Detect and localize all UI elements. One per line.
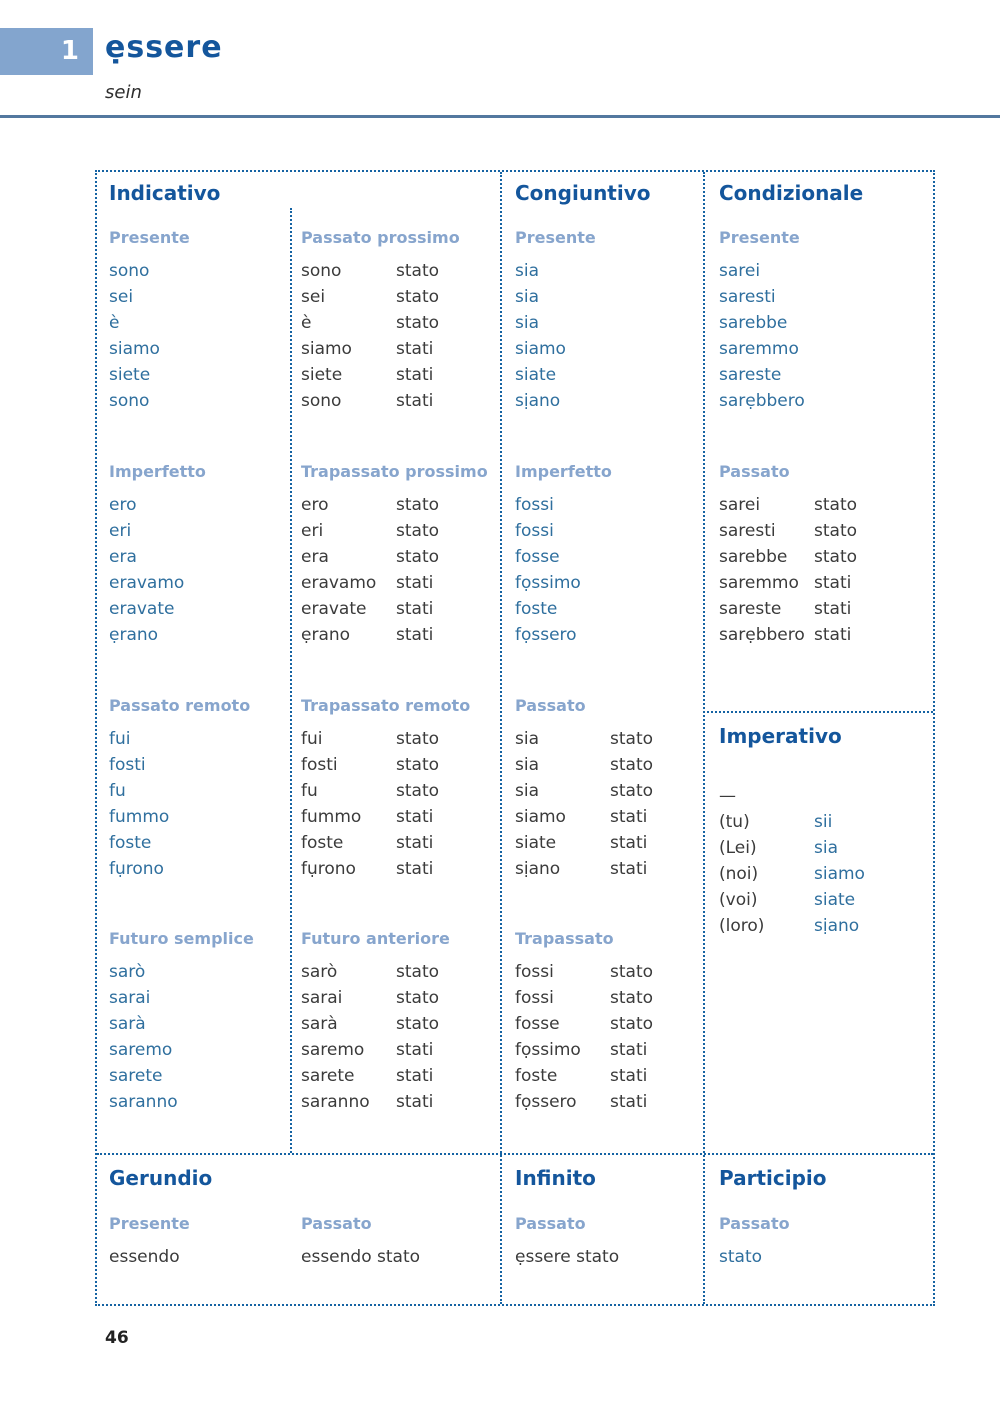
verb-form: saresti [719, 287, 776, 307]
forms-list [109, 726, 289, 882]
forms-list [301, 959, 497, 1115]
verb-form-compound: saremmo stati [719, 573, 852, 593]
forms-list [109, 258, 289, 414]
page-number: 46 [105, 1328, 129, 1348]
verb-form-compound: sarei stato [719, 495, 858, 515]
verb-form: fosse [515, 547, 560, 567]
forms-list [109, 959, 289, 1115]
tense-block-futuro-semplice [109, 927, 289, 1115]
verb-form: sarete [109, 1066, 163, 1086]
verb-form: foste [515, 599, 558, 619]
verb-form: siamo [109, 339, 160, 359]
header-rule [0, 115, 1000, 118]
forms-list [515, 959, 701, 1115]
indicativo-inner-divider [290, 208, 292, 1153]
verb-form: sia [515, 287, 539, 307]
verb-form-compound: fọssero stati [515, 1092, 648, 1112]
verb-form: foste [109, 833, 152, 853]
tense-label: Presente [719, 228, 800, 247]
verb-form-compound: siamo stati [515, 807, 648, 827]
forms-list [301, 492, 497, 648]
tense-block-cong-presente [515, 226, 701, 414]
verb-form: eri [109, 521, 132, 541]
imperative-row: (Lei) sia [719, 838, 838, 858]
verb-form-compound: fui stato [301, 729, 440, 749]
verb-form: saranno [109, 1092, 178, 1112]
verb-form-compound: era stato [301, 547, 440, 567]
forms-list [301, 726, 497, 882]
verb-form: sono [109, 261, 150, 281]
verb-translation: sein [105, 82, 142, 103]
forms-list [515, 726, 701, 882]
verb-form-compound: siamo stati [301, 339, 434, 359]
verb-form: fụrono [109, 859, 164, 879]
tense-label: Passato remoto [109, 696, 251, 715]
tense-block-cong-imperfetto [515, 460, 701, 648]
tense-label: Presente [515, 228, 596, 247]
verb-form-compound: saresti stato [719, 521, 858, 541]
verb-form-compound: fummo stati [301, 807, 434, 827]
verb-form-compound: sarai stato [301, 988, 440, 1008]
forms-list [719, 492, 931, 648]
verb-form: sareste [719, 365, 782, 385]
verb-form-compound: sia stato [515, 729, 654, 749]
forms-list [301, 258, 497, 414]
verb-form-compound: sarà stato [301, 1014, 440, 1034]
verb-form: essendo [109, 1247, 180, 1267]
verb-form: siate [515, 365, 557, 385]
verb-form-compound: fọssimo stati [515, 1040, 648, 1060]
tense-label: Presente [109, 228, 190, 247]
verb-form-compound: sei stato [301, 287, 440, 307]
verb-form-compound: fụrono stati [301, 859, 434, 879]
verb-form: fu [109, 781, 126, 801]
mood-heading-congiuntivo: Congiuntivo [515, 181, 651, 205]
tense-label: Imperfetto [515, 462, 612, 481]
forms-list [109, 492, 289, 648]
verb-form: sịano [515, 391, 561, 411]
verb-form: ero [109, 495, 137, 515]
forms-list [515, 492, 701, 648]
verb-form: stato [719, 1247, 763, 1267]
verb-form-compound: sia stato [515, 781, 654, 801]
verb-form-compound: è stato [301, 313, 440, 333]
tense-label: Imperfetto [109, 462, 206, 481]
mood-heading-condizionale: Condizionale [719, 181, 864, 205]
forms-list [515, 258, 701, 414]
verb-form: eravamo [109, 573, 185, 593]
verb-form-compound: saranno stati [301, 1092, 434, 1112]
verb-form-compound: fossi stato [515, 962, 654, 982]
tense-label: Futuro semplice [109, 929, 254, 948]
tense-block-imperfetto [109, 460, 289, 648]
verb-form-compound: siate stati [515, 833, 648, 853]
tense-block-presente [109, 226, 289, 414]
verb-form-compound: siete stati [301, 365, 434, 385]
verb-form: fosti [109, 755, 146, 775]
column-divider [703, 172, 705, 1304]
verb-form: fọssimo [515, 573, 581, 593]
verb-form-compound: saremo stati [301, 1040, 434, 1060]
verb-form: sarẹbbero [719, 391, 805, 411]
verb-form-compound: sareste stati [719, 599, 852, 619]
verb-form-compound: ero stato [301, 495, 440, 515]
verb-form-compound: sarebbe stato [719, 547, 858, 567]
verb-form: è [109, 313, 120, 333]
imperative-row: (tu) sii [719, 812, 833, 832]
verb-form-compound: foste stati [515, 1066, 648, 1086]
mood-heading-gerundio: Gerundio [109, 1166, 213, 1190]
tense-block-futuro-anteriore [301, 927, 497, 1115]
tense-block-trapassato-remoto [301, 694, 497, 882]
tense-label: Passato prossimo [301, 228, 460, 247]
verb-form: eravate [109, 599, 175, 619]
verb-form: fummo [109, 807, 170, 827]
verb-form-compound: eravate stati [301, 599, 434, 619]
imperative-row: (noi) siamo [719, 864, 865, 884]
verb-form: era [109, 547, 137, 567]
tense-label: Passato [719, 1214, 790, 1233]
tense-block-passato-prossimo [301, 226, 497, 414]
verb-form-compound: sarete stati [301, 1066, 434, 1086]
verb-title: ẹssere [105, 30, 223, 65]
conjugation-tables [95, 170, 935, 1306]
verb-form: ẹssere stato [515, 1247, 620, 1267]
verb-form-compound: fosti stato [301, 755, 440, 775]
tense-block-cong-passato [515, 694, 701, 882]
tense-label: Presente [109, 1214, 190, 1233]
mood-heading-participio: Participio [719, 1166, 827, 1190]
tense-label: Passato [515, 1214, 586, 1233]
tense-label: Trapassato prossimo [301, 462, 488, 481]
verb-form: sei [109, 287, 134, 307]
verb-form: siamo [515, 339, 566, 359]
imperativo-top-divider [703, 711, 933, 713]
column-divider [500, 172, 502, 1304]
verb-form-compound: sono stati [301, 391, 434, 411]
verb-form: fui [109, 729, 131, 749]
tense-block-cond-passato [719, 460, 931, 648]
verb-form: ẹrano [109, 625, 159, 645]
verb-form: fossi [515, 495, 554, 515]
mood-heading-infinito: Infinito [515, 1166, 596, 1190]
tense-label: Trapassato remoto [301, 696, 471, 715]
verb-form: sia [515, 313, 539, 333]
verb-form-compound: sarò stato [301, 962, 440, 982]
verb-form-compound: sarẹbbero stati [719, 625, 852, 645]
imperativo-forms-list [719, 783, 931, 939]
verb-form: sono [109, 391, 150, 411]
chapter-number-tab [0, 28, 93, 75]
mood-heading-imperativo: Imperativo [719, 724, 842, 748]
verb-form: sia [515, 261, 539, 281]
verb-form-compound: ẹrano stati [301, 625, 434, 645]
verb-form-compound: sia stato [515, 755, 654, 775]
verb-form-compound: sono stato [301, 261, 440, 281]
tense-label: Futuro anteriore [301, 929, 450, 948]
verb-form-compound: fosse stato [515, 1014, 654, 1034]
imperative-row: — [719, 786, 736, 806]
tense-label: Passato [301, 1214, 372, 1233]
tense-block-passato-remoto [109, 694, 289, 882]
verb-form: fọssero [515, 625, 577, 645]
tense-label: Passato [719, 462, 790, 481]
tense-block-cond-presente [719, 226, 931, 414]
verb-form-compound: eri stato [301, 521, 440, 541]
verb-form: saremmo [719, 339, 799, 359]
tense-block-cong-trapassato [515, 927, 701, 1115]
imperative-row: (loro) sịano [719, 916, 860, 936]
verb-form: sarò [109, 962, 146, 982]
mood-heading-indicativo: Indicativo [109, 181, 221, 205]
verb-form: saremo [109, 1040, 173, 1060]
verb-form: sarai [109, 988, 151, 1008]
verb-form-compound: eravamo stati [301, 573, 434, 593]
imperative-row: (voi) siate [719, 890, 856, 910]
verb-form-compound: fu stato [301, 781, 440, 801]
verb-form-compound: foste stati [301, 833, 434, 853]
tense-label: Passato [515, 696, 586, 715]
verb-form: essendo stato [301, 1247, 421, 1267]
verb-form-compound: fossi stato [515, 988, 654, 1008]
verb-form: sarà [109, 1014, 146, 1034]
forms-list [719, 258, 931, 414]
verb-form-compound: sịano stati [515, 859, 648, 879]
verb-form: siete [109, 365, 151, 385]
verb-form: sarei [719, 261, 761, 281]
bottom-row-divider [97, 1153, 933, 1155]
verb-form: sarebbe [719, 313, 788, 333]
tense-label: Trapassato [515, 929, 614, 948]
tense-block-trapassato-prossimo [301, 460, 497, 648]
verb-number: 1 [60, 36, 79, 66]
verb-form: fossi [515, 521, 554, 541]
